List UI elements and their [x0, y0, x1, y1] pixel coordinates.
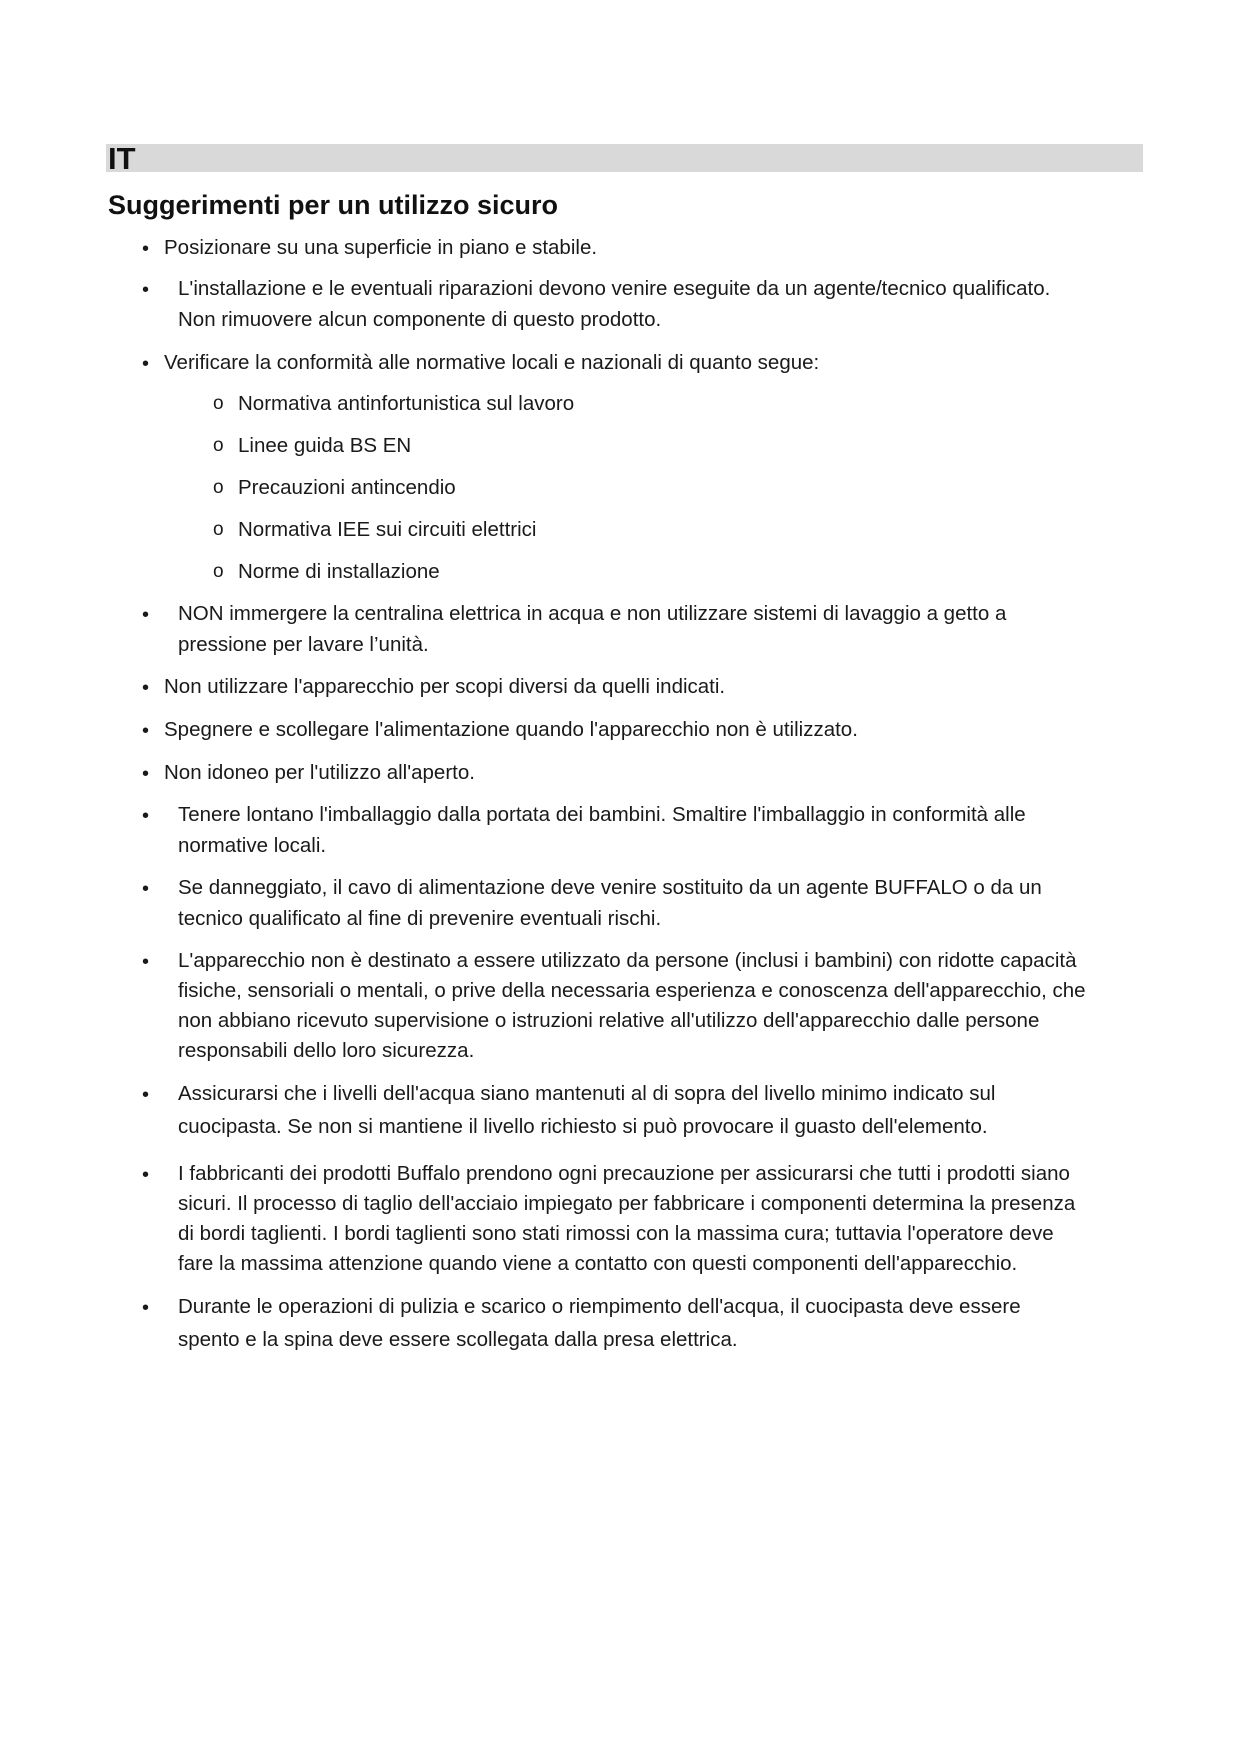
list-item-text: pressione per lavare l’unità.	[178, 633, 429, 656]
bullet-marker: •	[142, 805, 150, 827]
sub-list-item-text: Normativa IEE sui circuiti elettrici	[238, 518, 537, 541]
list-item-text: Spegnere e scollegare l'alimentazione quando l'apparecchio non è utilizzato.	[164, 718, 858, 741]
bullet-marker: •	[142, 951, 150, 973]
bullet-marker: •	[142, 720, 150, 742]
sub-list-item-text: Norme di installazione	[238, 560, 440, 583]
list-item-text: Verificare la conformità alle normative locali e nazionali di quanto segue:	[164, 351, 820, 374]
sub-bullet-marker: o	[213, 393, 224, 414]
bullet-marker: •	[142, 763, 150, 785]
list-item-text: spento e la spina deve essere scollegata dalla presa elettrica.	[178, 1328, 738, 1351]
list-item-text: non abbiano ricevuto supervisione o istruzioni relative all'utilizzo dell'apparecchio dalle persone	[178, 1009, 1040, 1032]
list-item-text: L'apparecchio non è destinato a essere utilizzato da persone (inclusi i bambini) con ridotte capacità	[178, 949, 1077, 972]
bullet-marker: •	[142, 677, 150, 699]
list-item-text: L'installazione e le eventuali riparazioni devono venire eseguite da un agente/tecnico qualificato.	[178, 277, 1051, 300]
sub-bullet-marker: o	[213, 477, 224, 498]
list-item-text: NON immergere la centralina elettrica in acqua e non utilizzare sistemi di lavaggio a getto a	[178, 602, 1007, 625]
list-item-text: cuocipasta. Se non si mantiene il livello richiesto si può provocare il guasto dell'elemento.	[178, 1115, 988, 1138]
list-item-text: fare la massima attenzione quando viene a contatto con questi componenti dell'apparecchio.	[178, 1252, 1018, 1275]
bullet-marker: •	[142, 238, 150, 260]
bullet-marker: •	[142, 1084, 150, 1106]
list-item-text: responsabili dello loro sicurezza.	[178, 1039, 475, 1062]
sub-list-item-text: Normativa antinfortunistica sul lavoro	[238, 392, 575, 415]
bullet-marker: •	[142, 279, 150, 301]
list-item-text: Se danneggiato, il cavo di alimentazione deve venire sostituito da un agente BUFFALO o da un	[178, 876, 1042, 899]
section-title: Suggerimenti per un utilizzo sicuro	[108, 190, 559, 220]
sub-list-item-text: Linee guida BS EN	[238, 434, 412, 457]
sub-bullet-marker: o	[213, 519, 224, 540]
list-item-text: Non utilizzare l'apparecchio per scopi diversi da quelli indicati.	[164, 675, 726, 698]
list-item-text: Tenere lontano l'imballaggio dalla portata dei bambini. Smaltire l'imballaggio in conformità alle	[178, 803, 1026, 826]
sub-bullet-marker: o	[213, 435, 224, 456]
bullet-marker: •	[142, 878, 150, 900]
list-item-text: fisiche, sensoriali o mentali, o prive della necessaria esperienza e conoscenza dell'apparecchio, che	[178, 979, 1086, 1002]
language-code: IT	[108, 141, 136, 176]
list-item-text: tecnico qualificato al fine di prevenire eventuali rischi.	[178, 907, 662, 930]
bullet-marker: •	[142, 353, 150, 375]
sub-list-item-text: Precauzioni antincendio	[238, 476, 456, 499]
list-item-text: sicuri. Il processo di taglio dell'acciaio impiegato per fabbricare i componenti determina la presenza	[178, 1192, 1076, 1215]
list-item-text: normative locali.	[178, 834, 327, 857]
language-header-bar	[106, 141, 1143, 176]
list-item-text: Non rimuovere alcun componente di questo prodotto.	[178, 308, 662, 331]
list-item-text: Posizionare su una superficie in piano e stabile.	[164, 236, 598, 259]
list-item-text: Durante le operazioni di pulizia e scarico o riempimento dell'acqua, il cuocipasta deve essere	[178, 1295, 1021, 1318]
bullet-marker: •	[142, 1297, 150, 1319]
sub-bullet-marker: o	[213, 561, 224, 582]
list-item-text: di bordi taglienti. I bordi taglienti sono stati rimossi con la massima cura; tuttavia l'operatore deve	[178, 1222, 1054, 1245]
list-item-text: Assicurarsi che i livelli dell'acqua siano mantenuti al di sopra del livello minimo indicato sul	[178, 1082, 996, 1105]
bullet-marker: •	[142, 604, 150, 626]
list-item-text: Non idoneo per l'utilizzo all'aperto.	[164, 761, 475, 784]
bullet-marker: •	[142, 1164, 150, 1186]
list-item-text: I fabbricanti dei prodotti Buffalo prendono ogni precauzione per assicurarsi che tutti i prodotti siano	[178, 1162, 1070, 1185]
